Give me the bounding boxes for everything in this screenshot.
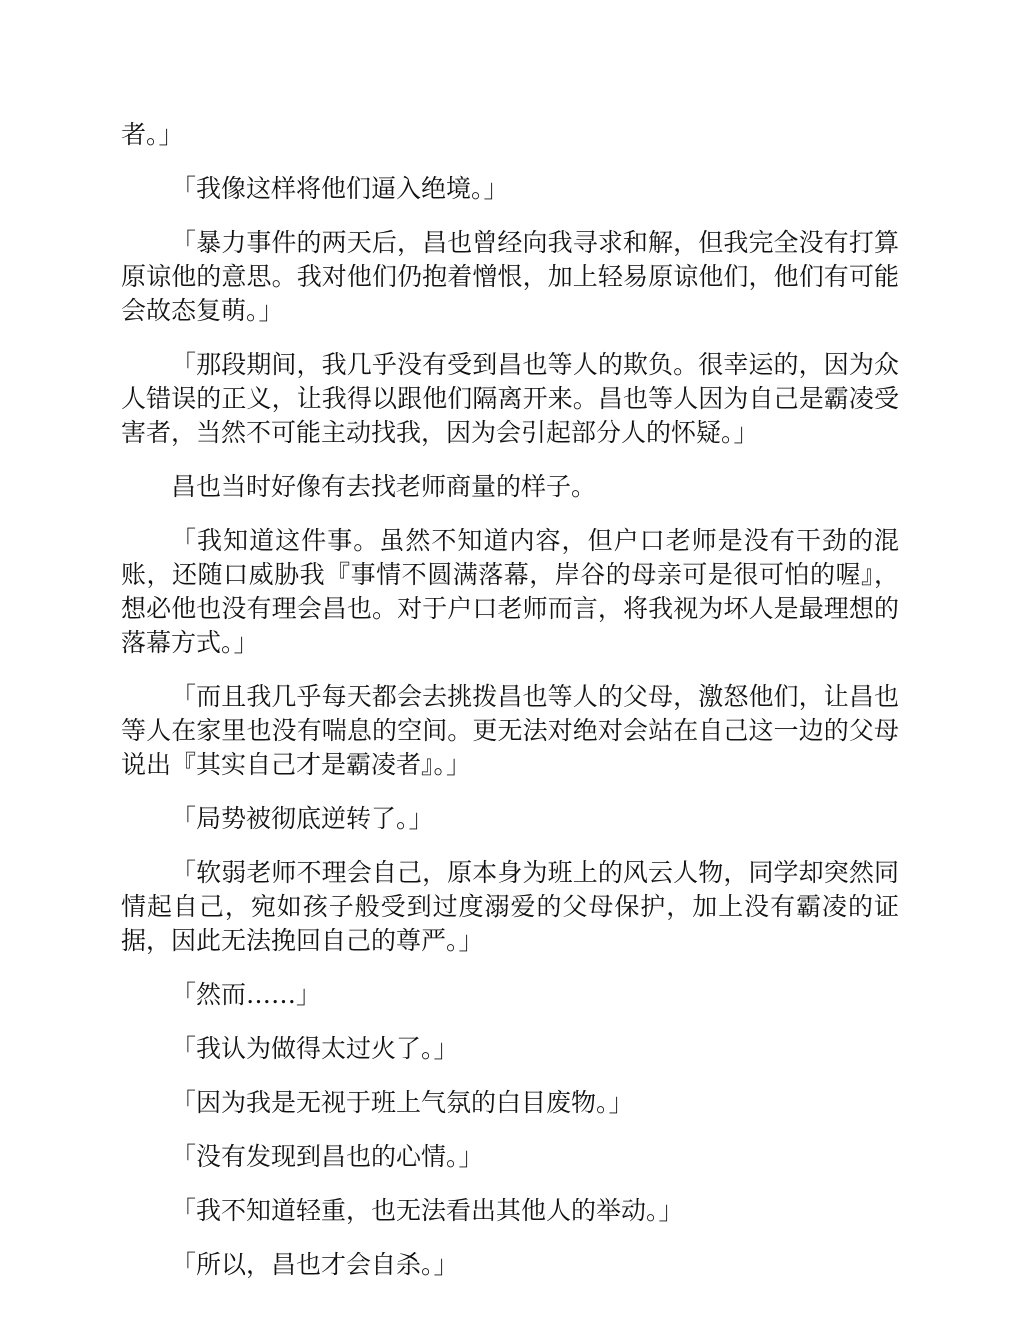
paragraph-9: 「软弱老师不理会自己，原本身为班上的风云人物，同学却突然同情起自己，宛如孩子般受到过度溺爱的父母保护，加上没有霸凌的证据，因此无法挽回自己的尊严。」 [121, 858, 899, 955]
paragraph-7: 「而且我几乎每天都会去挑拨昌也等人的父母，激怒他们，让昌也等人在家里也没有喘息的空间。更无法对绝对会站在自己这一边的父母说出『其实自己才是霸凌者』。」 [121, 682, 899, 779]
paragraph-1: 者。」 [121, 120, 184, 149]
paragraph-3: 「暴力事件的两天后，昌也曾经向我寻求和解，但我完全没有打算原谅他的意思。我对他们仍抱着憎恨，加上轻易原谅他们，他们有可能会故态复萌。」 [121, 228, 899, 325]
paragraph-11: 「我认为做得太过火了。」 [171, 1034, 459, 1063]
paragraph-10: 「然而……」 [171, 980, 322, 1009]
paragraph-2: 「我像这样将他们逼入绝境。」 [171, 174, 509, 203]
paragraph-12: 「因为我是无视于班上气氛的白目废物。」 [171, 1088, 634, 1117]
document-page [121, 118, 899, 1302]
paragraph-6: 「我知道这件事。虽然不知道内容，但户口老师是没有干劲的混账，还随口威胁我『事情不圆满落幕，岸谷的母亲可是很可怕的喔』，想必他也没有理会昌也。对于户口老师而言，将我视为坏人是最理想的落幕方式。」 [121, 526, 899, 657]
paragraph-13: 「没有发现到昌也的心情。」 [171, 1142, 484, 1171]
paragraph-4: 「那段期间，我几乎没有受到昌也等人的欺负。很幸运的，因为众人错误的正义，让我得以跟他们隔离开来。昌也等人因为自己是霸凌受害者，当然不可能主动找我，因为会引起部分人的怀疑。」 [121, 350, 899, 447]
paragraph-14: 「我不知道轻重，也无法看出其他人的举动。」 [171, 1196, 684, 1225]
paragraph-15: 「所以，昌也才会自杀。」 [171, 1250, 459, 1279]
paragraph-8: 「局势被彻底逆转了。」 [171, 804, 434, 833]
paragraph-5: 昌也当时好像有去找老师商量的样子。 [171, 472, 597, 501]
